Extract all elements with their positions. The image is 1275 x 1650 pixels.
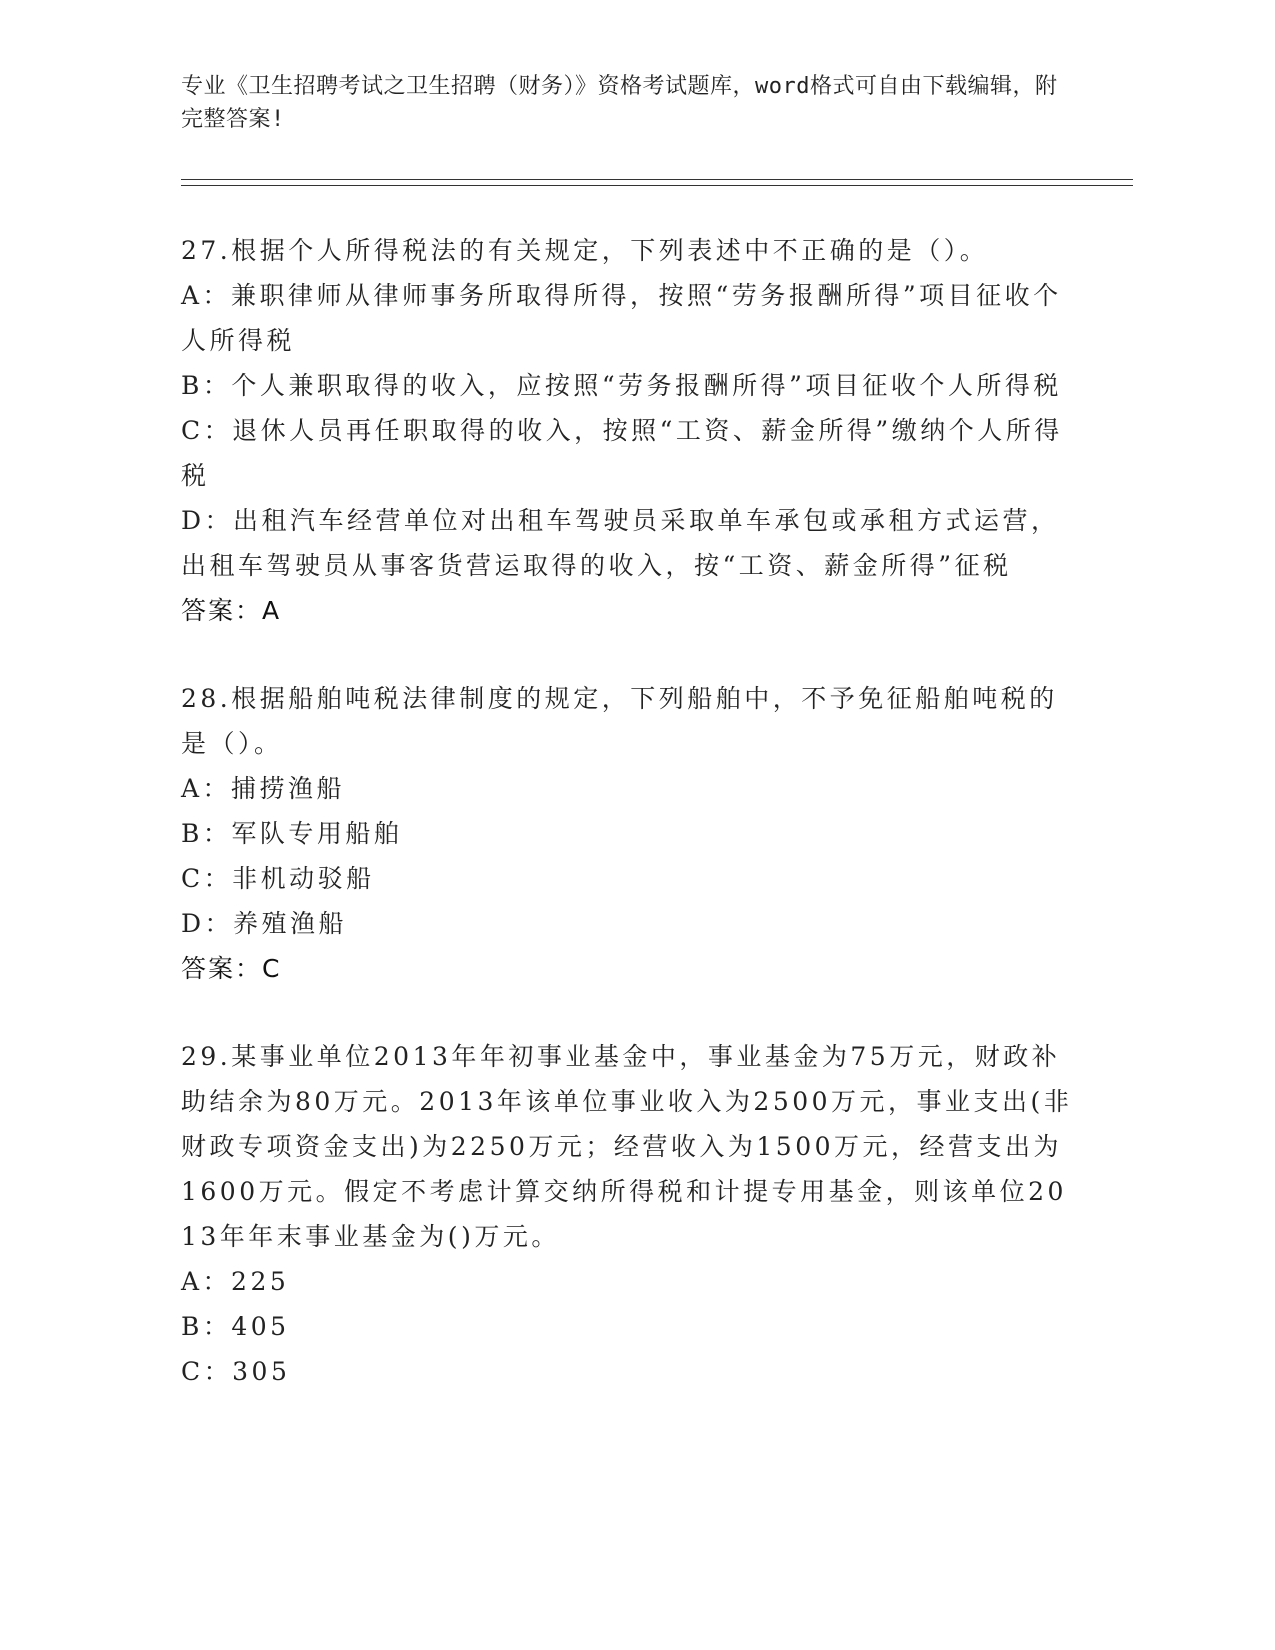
option-a: A：兼职律师从律师事务所取得所得，按照“劳务报酬所得”项目征收个人所得税 (181, 281, 1062, 355)
option-d: D：养殖渔船 (181, 909, 348, 938)
answer-line: 答案：A (181, 596, 282, 625)
option-c: C：退休人员再任职取得的收入，按照“工资、薪金所得”缴纳个人所得税 (181, 416, 1063, 490)
option-c: C：305 (181, 1357, 291, 1386)
header-divider-bottom (181, 185, 1133, 186)
question-stem: 29.某事业单位2013年年初事业基金中，事业基金为75万元，财政补助结余为80万元。2013年该单位事业收入为2500万元，事业支出(非财政专项资金支出)为2250万元；经营收入为1500万元，经营支出为1600万元。假定不考虑计算交纳所得税和计提专用基金，则该单位2013年年末事业基金为()万元。 (181, 1042, 1073, 1251)
option-a: A：225 (181, 1267, 290, 1296)
option-list (181, 766, 1081, 946)
option-d: D：出租汽车经营单位对出租车驾驶员采取单车承包或承租方式运营，出租车驾驶员从事客货营运取得的收入，按“工资、薪金所得”征税 (181, 506, 1060, 580)
option-c: C：非机动驳船 (181, 864, 375, 893)
option-a: A：捕捞渔船 (181, 774, 346, 803)
header-divider-top (181, 179, 1133, 180)
question-27 (181, 228, 1081, 633)
question-list (181, 228, 1081, 1437)
option-b: B：军队专用船舶 (181, 819, 403, 848)
question-29 (181, 1034, 1081, 1394)
question-28 (181, 676, 1081, 991)
question-stem: 28.根据船舶吨税法律制度的规定，下列船舶中，不予免征船舶吨税的是（）。 (181, 684, 1058, 758)
option-b: B：405 (181, 1312, 290, 1341)
answer-line: 答案：C (181, 954, 282, 983)
option-list (181, 1259, 1081, 1394)
option-b: B：个人兼职取得的收入，应按照“劳务报酬所得”项目征收个人所得税 (181, 371, 1062, 400)
option-list (181, 273, 1081, 588)
page-header: 专业《卫生招聘考试之卫生招聘（财务）》资格考试题库，word格式可自由下载编辑，附完整答案! (181, 74, 1058, 132)
question-stem: 27.根据个人所得税法的有关规定，下列表述中不正确的是（）。 (181, 236, 989, 265)
